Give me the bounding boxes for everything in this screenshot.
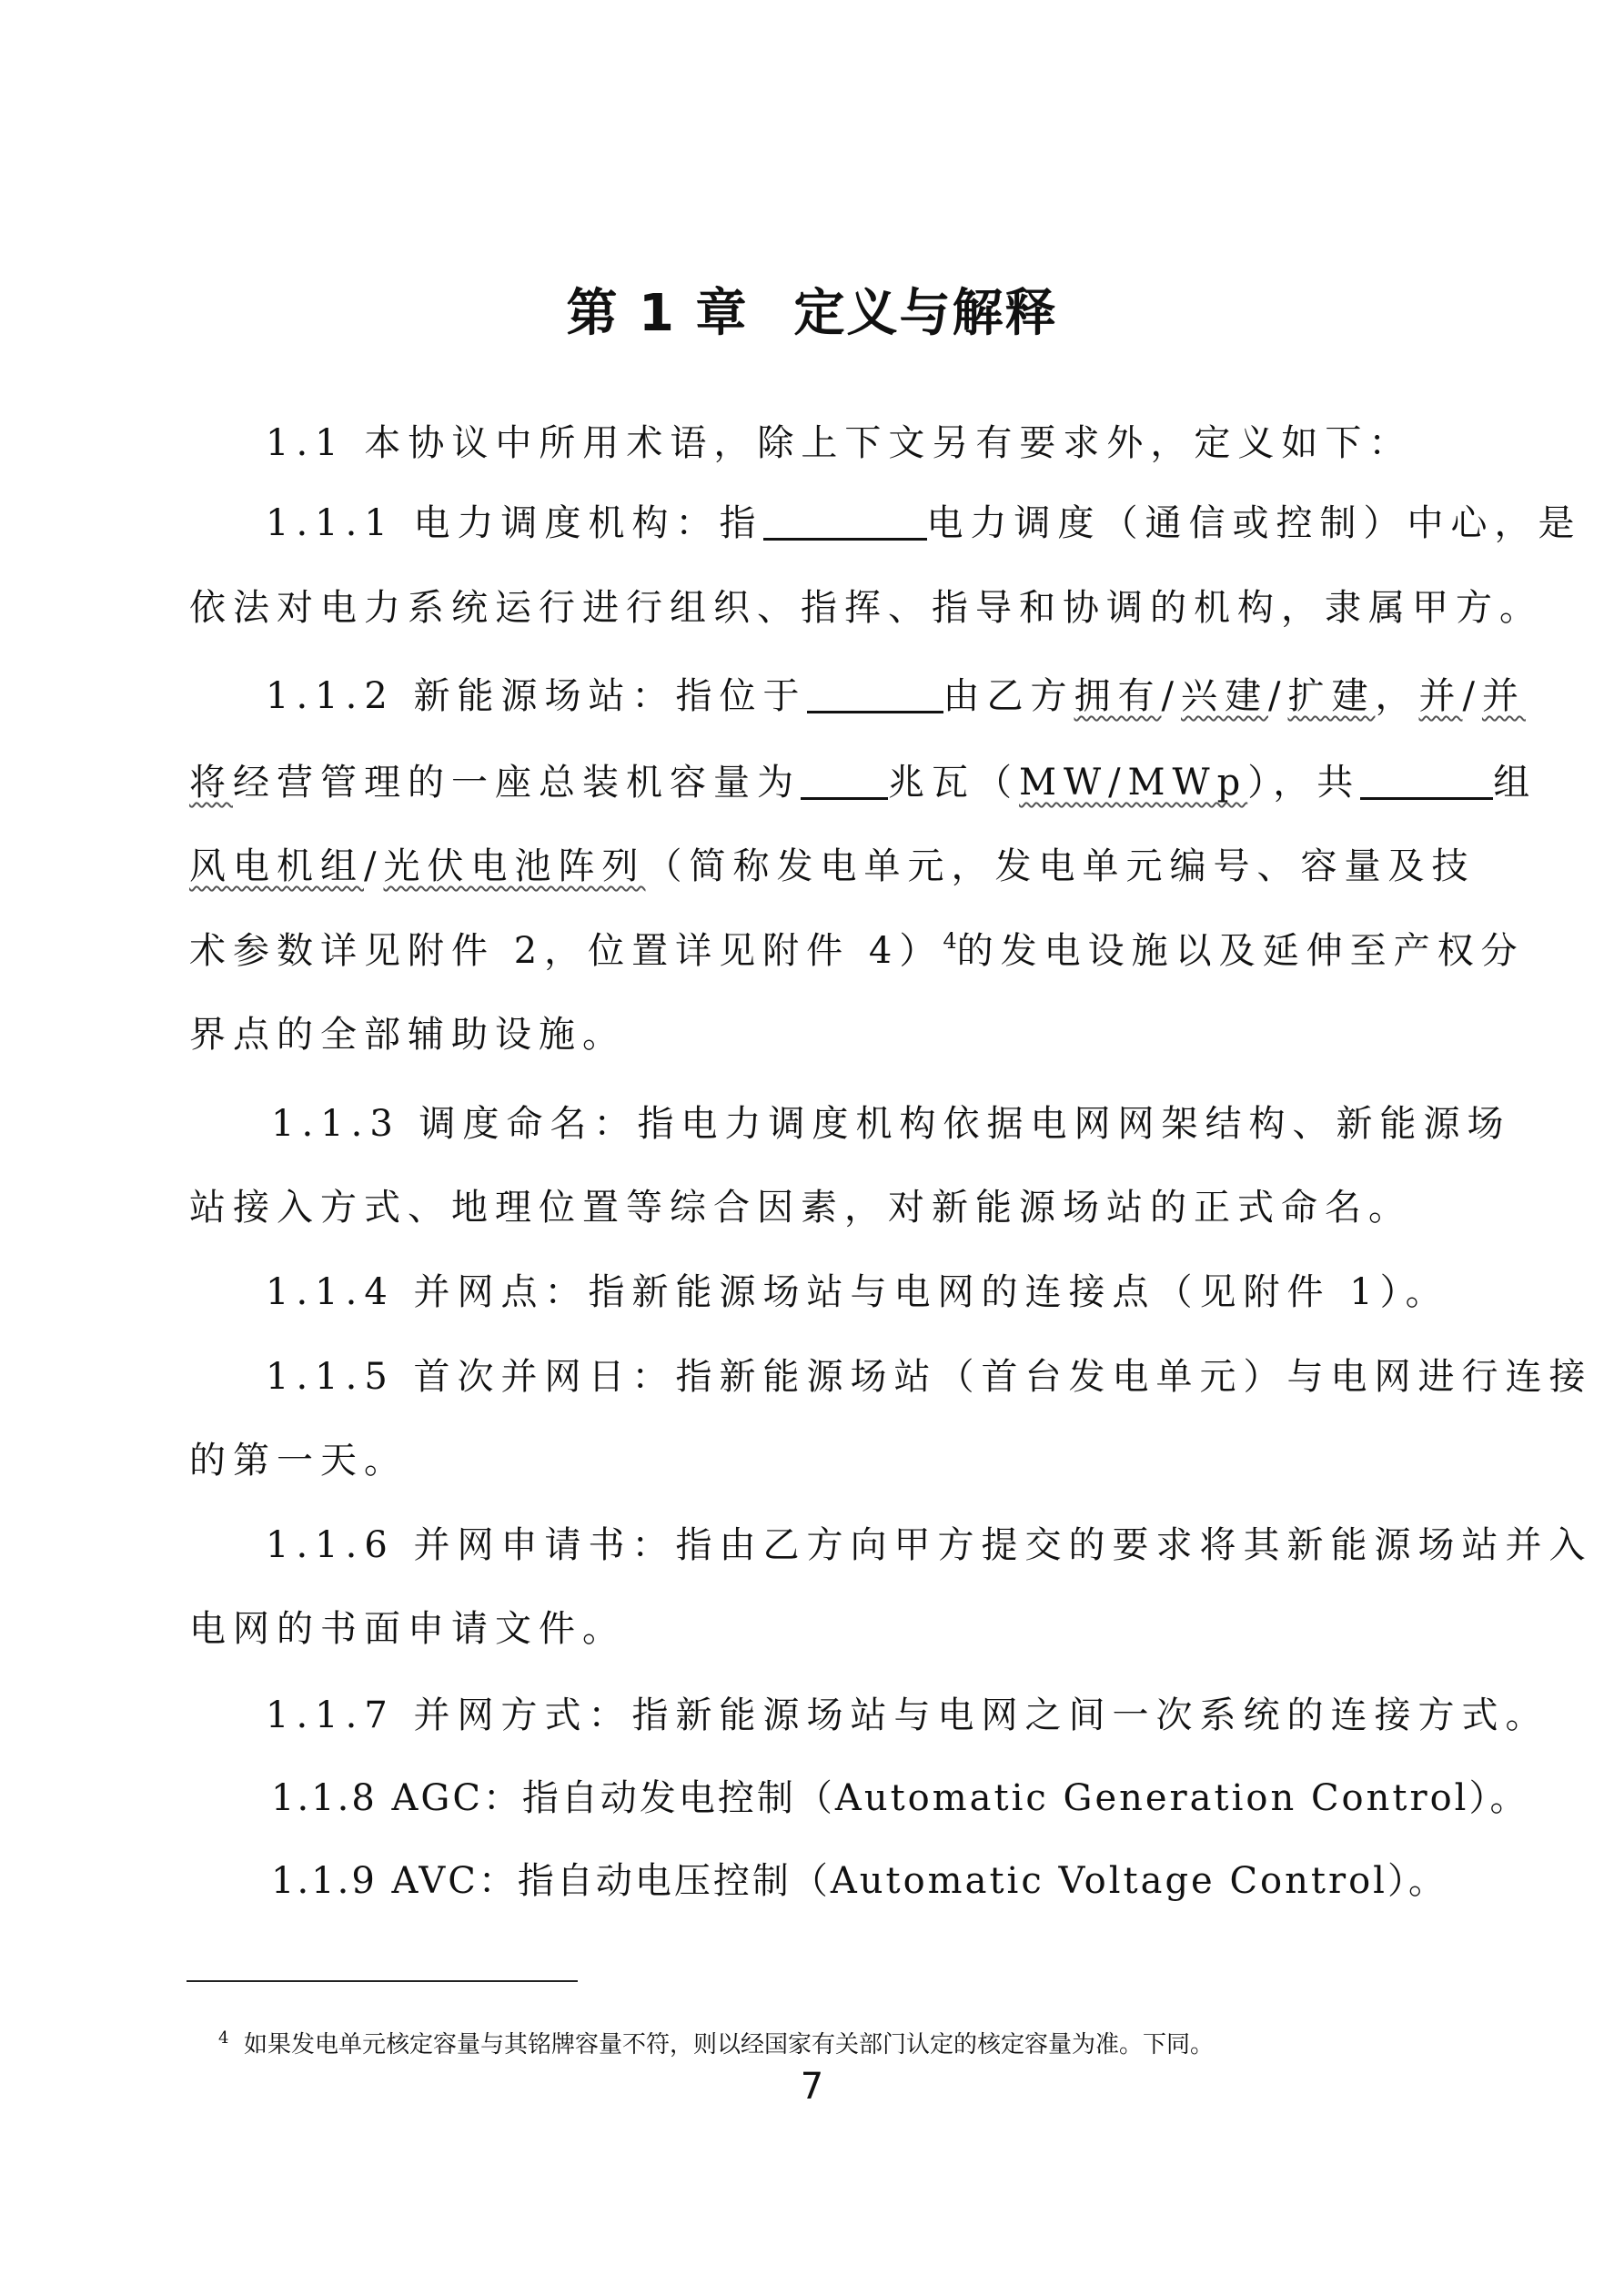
paragraph-1-1-2-line5: 界点的全部辅助设施。 — [189, 1014, 626, 1056]
chapter-title — [0, 273, 1624, 346]
chapter-number: 第 1 章 — [566, 284, 749, 343]
paragraph-1-1-6-cont: 电网的书面申请文件。 — [189, 1608, 626, 1650]
blank-capacity — [801, 761, 888, 800]
paragraph-1-1-1-cont: 依法对电力系统运行进行组织、指挥、指导和协调的机构，隶属甲方。 — [189, 587, 1543, 629]
paragraph-1-1-8: 1.1.8 AGC：指自动发电控制（Automatic Generation Control）。 — [271, 1777, 1529, 1819]
footnote-text: 如果发电单元核定容量与其铭牌容量不符，则以经国家有关部门认定的核定容量为准。下同。 — [243, 2031, 1214, 2058]
paragraph-1-1-2-line2: 将经营管理的一座总装机容量为 兆瓦（MW/MWp），共 组 — [189, 762, 1538, 804]
chapter-heading: 定义与解释 — [793, 284, 1058, 343]
paragraph-1-1-2-line4: 术参数详见附件 2，位置详见附件 4）$^4$的发电设施以及延伸至产权分 — [189, 928, 1525, 972]
paragraph-1-1-9: 1.1.9 AVC：指自动电压控制（Automatic Voltage Control）。 — [271, 1860, 1447, 1902]
footnote — [218, 2026, 1214, 2059]
paragraph-1-1-6: 1.1.6 并网申请书：指由乙方向甲方提交的要求将其新能源场站并入 — [266, 1524, 1593, 1566]
paragraph-1-1: 1.1 本协议中所用术语，除上下文另有要求外，定义如下： — [266, 422, 1413, 464]
paragraph-1-1-2: 1.1.2 新能源场站：指位于 由乙方拥有/兴建/扩建，并/并 — [266, 675, 1526, 717]
paragraph-1-1-1: 1.1.1 电力调度机构：指 电力调度（通信或控制）中心，是 — [266, 502, 1582, 544]
paragraph-1-1-5-cont: 的第一天。 — [189, 1440, 408, 1482]
paragraph-1-1-4: 1.1.4 并网点：指新能源场站与电网的连接点（见附件 1）。 — [266, 1271, 1449, 1313]
blank-dispatch-center — [763, 501, 927, 541]
paragraph-1-1-3-cont: 站接入方式、地理位置等综合因素，对新能源场站的正式命名。 — [189, 1187, 1412, 1229]
paragraph-1-1-3: 1.1.3 调度命名：指电力调度机构依据电网网架结构、新能源场 — [271, 1103, 1511, 1145]
paragraph-1-1-2-line3: 风电机组/光伏电池阵列（简称发电单元，发电单元编号、容量及技 — [189, 845, 1476, 887]
page-number: 7 — [800, 2066, 824, 2108]
footnote-mark: 4 — [218, 2028, 229, 2048]
footnote-ref: 4 — [943, 928, 957, 954]
blank-unit-count — [1360, 761, 1493, 800]
paragraph-1-1-5: 1.1.5 首次并网日：指新能源场站（首台发电单元）与电网进行连接 — [266, 1356, 1593, 1398]
blank-location — [807, 674, 943, 713]
paragraph-1-1-7: 1.1.7 并网方式：指新能源场站与电网之间一次系统的连接方式。 — [266, 1694, 1549, 1736]
footnote-divider — [187, 1980, 578, 1982]
